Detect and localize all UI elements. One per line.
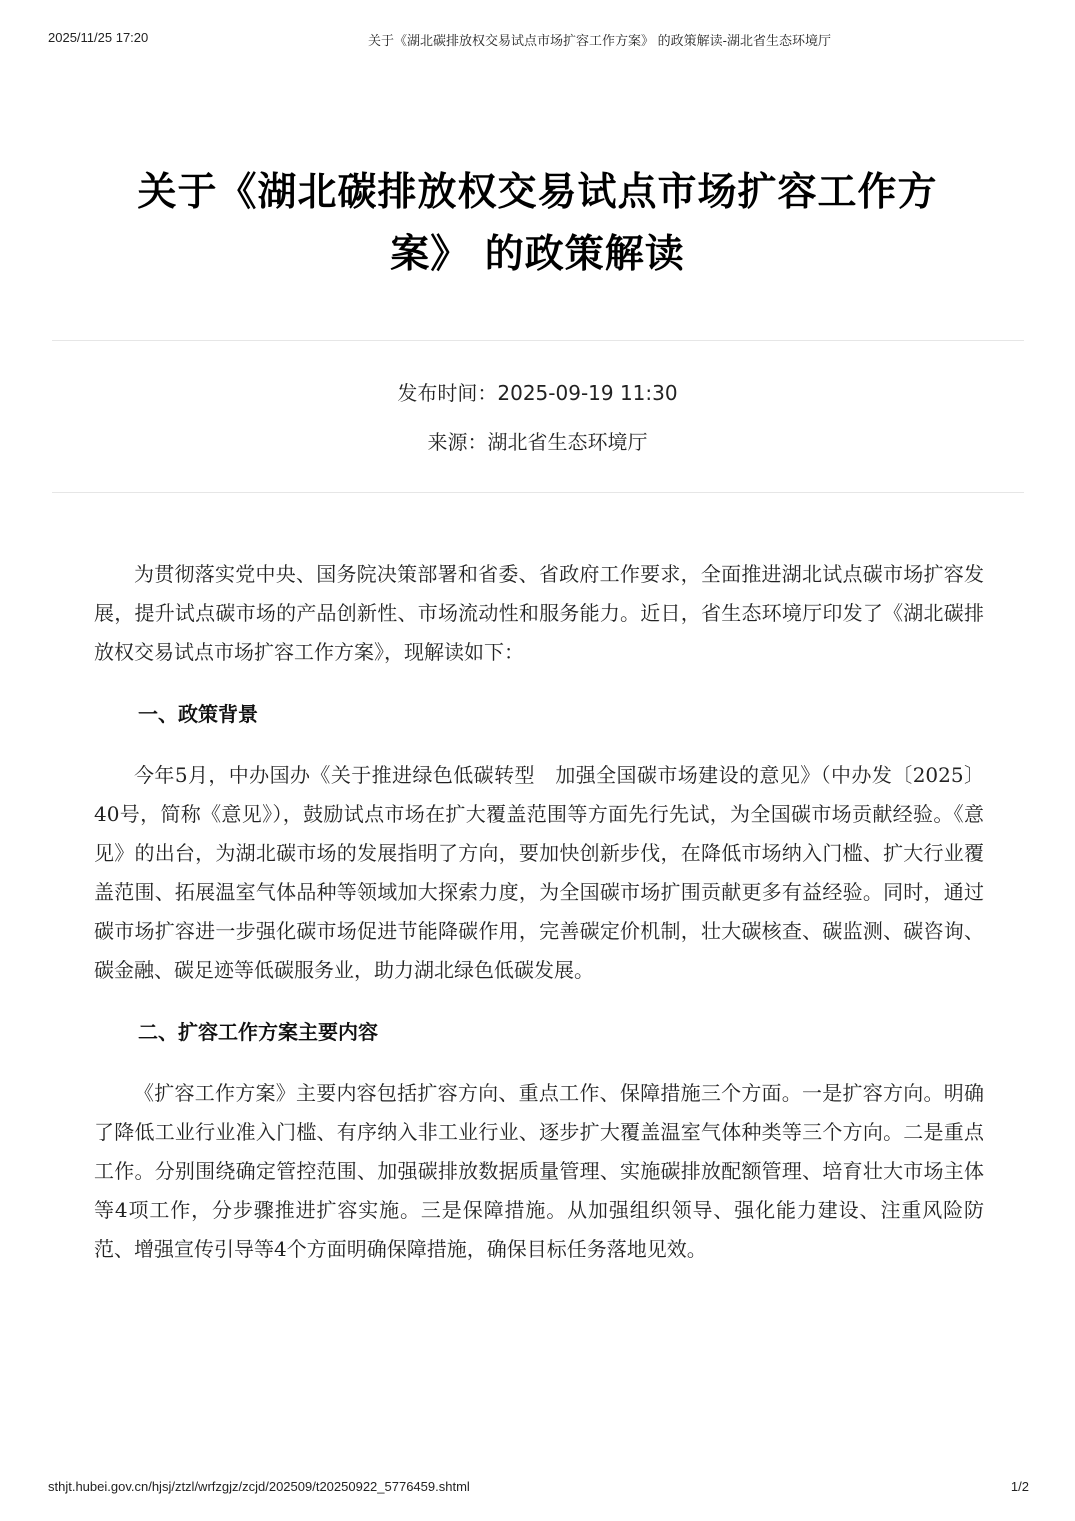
print-footer: [0, 1477, 1075, 1497]
article-title-line-1: 关于《湖北碳排放权交易试点市场扩容工作方: [137, 170, 938, 215]
section-heading-policy-background: 一、政策背景: [138, 702, 258, 726]
page-number: 1/2: [1010, 1479, 1029, 1494]
section-heading-main-content: 二、扩容工作方案主要内容: [138, 1020, 378, 1044]
print-header: [0, 28, 1075, 48]
print-page-title: 关于《湖北碳排放权交易试点市场扩容工作方案》 的政策解读-湖北省生态环境厅: [368, 33, 831, 48]
article-content: [94, 555, 984, 1269]
main-content-paragraph: 《扩容工作方案》主要内容包括扩容方向、重点工作、保障措施三个方面。一是扩容方向。明确了降低工业行业准入门槛、有序纳入非工业行业、逐步扩大覆盖温室气体种类等三个方向。二是重点工作。分别围绕确定管控范围、加强碳排放数据质量管理、实施碳排放配额管理、培育壮大市场主体等4项工作，分步骤推进扩容实施。三是保障措施。从加强组织领导、强化能力建设、注重风险防范、增强宣传引导等4个方面明确保障措施，确保目标任务落地见效。: [94, 1081, 984, 1261]
print-datetime: 2025/11/25 17:20: [48, 30, 149, 45]
policy-background-paragraph: 今年5月，中办国办《关于推进绿色低碳转型 加强全国碳市场建设的意见》（中办发〔2025〕40号，简称《意见》），鼓励试点市场在扩大覆盖范围等方面先行先试，为全国碳市场贡献经验。《意见》的出台，为湖北碳市场的发展指明了方向，要加快创新步伐，在降低市场纳入门槛、扩大行业覆盖范围、拓展温室气体品种等领域加大探索力度，为全国碳市场扩围贡献更多有益经验。同时，通过碳市场扩容进一步强化碳市场促进节能降碳作用，完善碳定价机制，壮大碳核查、碳监测、碳咨询、碳金融、碳足迹等低碳服务业，助力湖北绿色低碳发展。: [94, 763, 984, 982]
meta-divider-top: [52, 340, 1024, 341]
article-title: [100, 162, 975, 286]
article-title-line-2: 案》 的政策解读: [390, 232, 685, 277]
intro-paragraph: 为贯彻落实党中央、国务院决策部署和省委、省政府工作要求，全面推进湖北试点碳市场扩容发展，提升试点碳市场的产品创新性、市场流动性和服务能力。近日，省生态环境厅印发了《湖北碳排放权交易试点市场扩容工作方案》，现解读如下：: [94, 562, 984, 664]
publish-time: 发布时间：2025-09-19 11:30: [397, 381, 678, 405]
article-source: 来源：湖北省生态环境厅: [427, 430, 648, 454]
meta-divider-bottom: [52, 492, 1024, 493]
page-url: sthjt.hubei.gov.cn/hjsj/ztzl/wrfzgjz/zcjd/202509/t20250922_5776459.shtml: [48, 1479, 470, 1494]
